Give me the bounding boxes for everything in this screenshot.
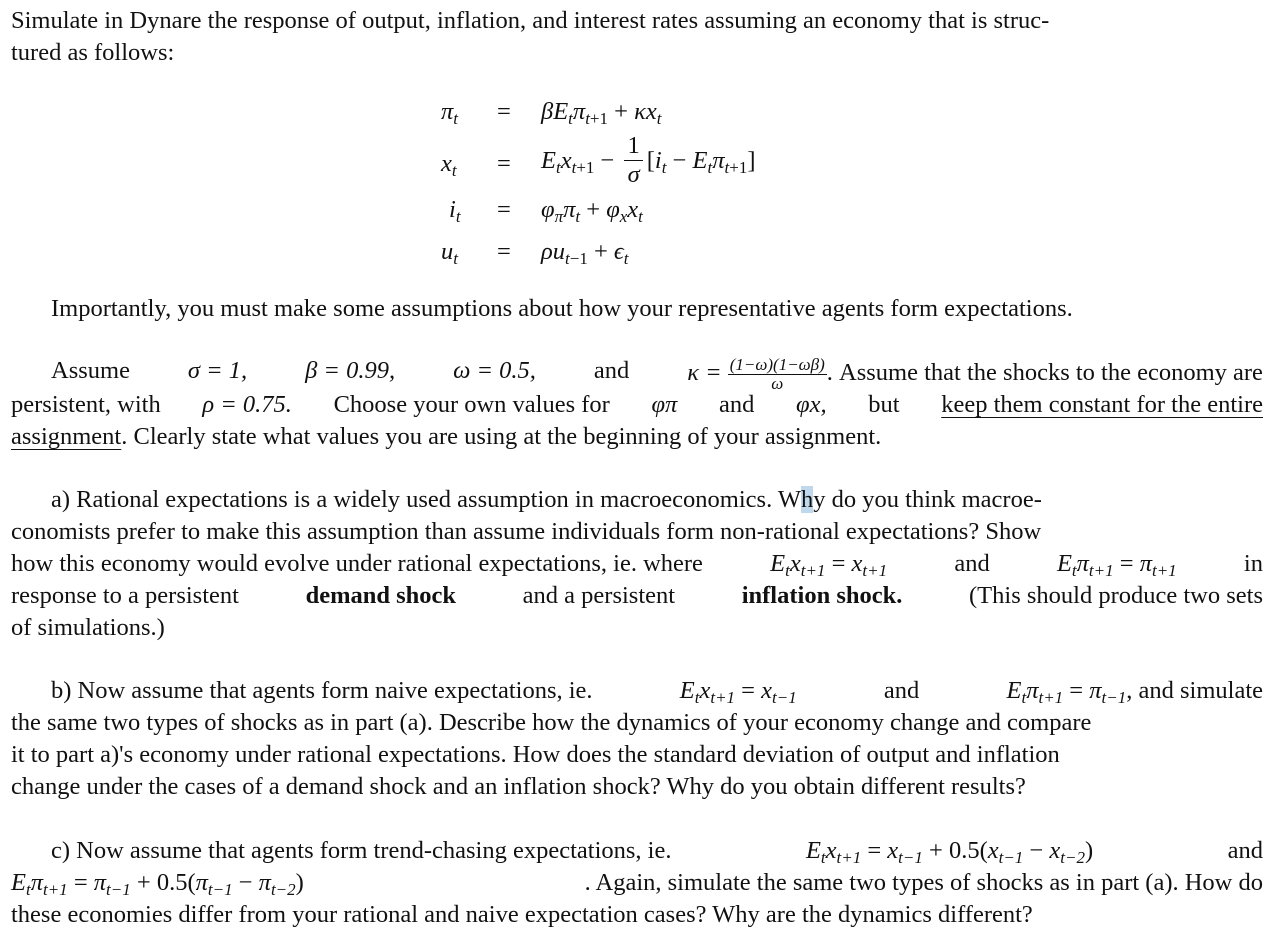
part-b-line-1: b) Now assume that agents form naive expectations, ie. $E_tx_{t+1} = x_{t-1}$ and $E_t\pi_{t+1} = \pi_{t-1}$, and simulate: [51, 677, 1263, 707]
text-cursor-highlight: h: [801, 486, 814, 513]
eq3-rel: =: [497, 196, 511, 223]
eq4-rel: =: [497, 238, 511, 265]
eq4-rhs: $\rho u_{t-1} + \epsilon_t$: [541, 238, 629, 268]
eq2-rhs: $E_tx_{t+1}$ − $\frac{1}{\sigma}$ $[i_t - E_t\pi_{t+1}]$: [541, 132, 756, 188]
part-b-line-3: it to part a)'s economy under rational expectations. How does the standard deviation of output and inflation: [11, 741, 1060, 768]
eq3-rhs: $\varphi_\pi\pi_t + \varphi_xx_t$: [541, 196, 643, 226]
eq1-rhs: $\beta E_t\pi_{t+1} + \kappa x_t$: [541, 98, 662, 128]
intro-line-1: Simulate in Dynare the response of output, inflation, and interest rates assuming an economy that is struc-: [11, 7, 1050, 34]
part-c-line-3: these economies differ from your rational and naive expectation cases? Why are the dynamics different?: [11, 901, 1033, 928]
assume-line-3: assignment. Clearly state what values you are using at the beginning of your assignment.: [11, 423, 882, 450]
kappa-fraction: $\frac{(1-\omega)(1-\omega\beta)}{\omega}$: [729, 355, 825, 393]
part-a-line-5: of simulations.): [11, 614, 165, 641]
part-a-line-2: conomists prefer to make this assumption than assume individuals form non-rational expectations? Show: [11, 518, 1042, 545]
eq1-rel: =: [497, 98, 511, 125]
importantly-paragraph: Importantly, you must make some assumptions about how your representative agents form expectations.: [51, 295, 1073, 322]
part-c-line-2: $E_t\pi_{t+1} = \pi_{t-1} + 0.5(\pi_{t-1} - \pi_{t-2})$ . Again, simulate the same two types of shocks as in part (a). How do: [11, 869, 1263, 899]
part-a-line-4: response to a persistent demand shock and a persistent inflation shock. (This should produce two sets: [11, 582, 1263, 609]
eq1-lhs: $\pi_t$: [441, 98, 459, 128]
eq2-rel: =: [497, 150, 511, 177]
eq3-lhs: $i_t$: [449, 196, 461, 226]
part-b-line-4: change under the cases of a demand shock and an inflation shock? Why do you obtain different results?: [11, 773, 1026, 800]
eq4-lhs: $u_t$: [441, 238, 458, 268]
equation-block: [0, 0, 1274, 280]
intro-line-2: tured as follows:: [11, 39, 175, 66]
eq2-lhs: $x_t$: [441, 150, 457, 180]
part-b-line-2: the same two types of shocks as in part (a). Describe how the dynamics of your economy change and compare: [11, 709, 1092, 736]
part-a-line-3: how this economy would evolve under rational expectations, ie. where $E_tx_{t+1} = x_{t+1}$ and $E_t\pi_{t+1} = \pi_{t+1}$ in: [11, 550, 1263, 580]
assume-line-2: persistent, with ρ = 0.75. Choose your own values for φπ and φx, but keep them constant for the entire: [11, 391, 1263, 418]
part-c-line-1: c) Now assume that agents form trend-chasing expectations, ie. $E_tx_{t+1} = x_{t-1} + 0.5(x_{t-1} - x_{t-2})$ and: [51, 837, 1263, 867]
part-a-line-1: a) Rational expectations is a widely used assumption in macroeconomics. Why do you think macroe-: [51, 486, 1042, 513]
assume-line-1: Assume σ = 1, β = 0.99, ω = 0.5, and κ = $\frac{(1-\omega)(1-\omega\beta)}{\omega}$ . Assume that the shocks to the economy are: [51, 355, 1263, 393]
